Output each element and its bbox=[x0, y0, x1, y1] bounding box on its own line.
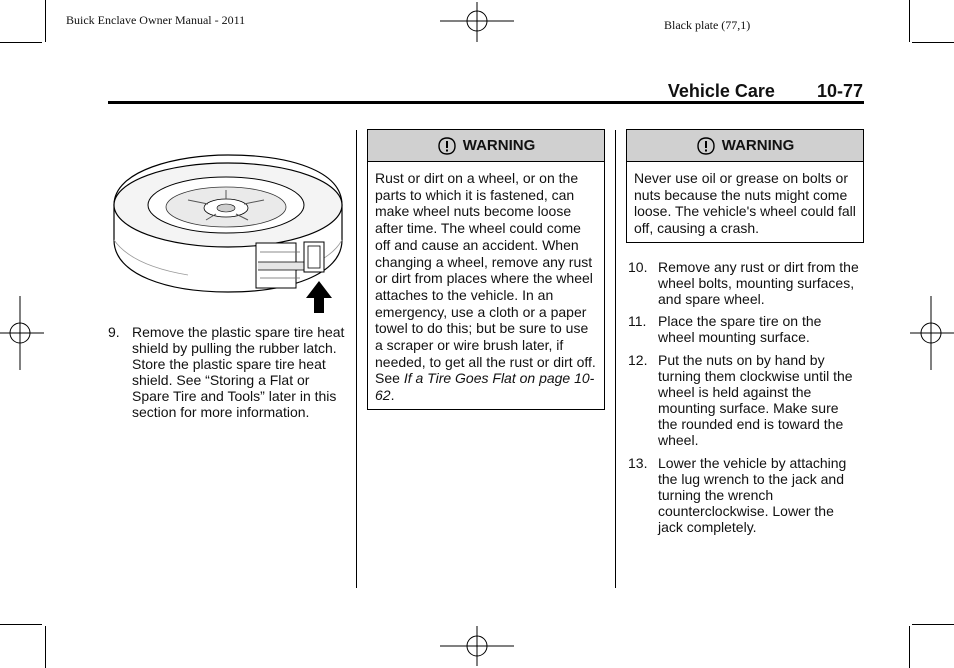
registration-mark-bottom bbox=[440, 626, 514, 666]
warning-header bbox=[627, 130, 863, 162]
warning-exclamation-icon bbox=[437, 136, 457, 156]
warning-title: WARNING bbox=[721, 137, 795, 154]
plate-label: Black plate (77,1) bbox=[664, 18, 751, 32]
warning-box-rust bbox=[367, 129, 605, 410]
registration-mark-left bbox=[0, 296, 44, 370]
warning-text-end: . bbox=[390, 387, 395, 404]
step-text: Place the spare tire on the wheel mounting surface. bbox=[658, 313, 822, 345]
warning-body: Never use oil or grease on bolts or nuts because the nuts might come loose. The vehicle's wheel could fall off, causing a crash. bbox=[634, 170, 856, 237]
manual-title: Buick Enclave Owner Manual - 2011 bbox=[66, 13, 246, 27]
step-number: 10. bbox=[628, 259, 648, 275]
step-text: Put the nuts on by hand by turning them clockwise until the wheel is held against the mounting surface. Make sure the rounded end is toward the wheel. bbox=[658, 352, 853, 448]
header-rule bbox=[108, 101, 864, 104]
cross-reference[interactable]: If a Tire Goes Flat on page 10-62 bbox=[375, 370, 595, 404]
step-text: Remove the plastic spare tire heat shield by pulling the rubber latch. Store the plastic spare tire heat shield. See “Storing a Flat or Spare Tire and Tools” later in this section for more information. bbox=[132, 324, 345, 420]
spare-tire-illustration bbox=[108, 150, 348, 315]
section-header bbox=[668, 81, 863, 102]
warning-exclamation-icon bbox=[696, 136, 716, 156]
column-divider-left bbox=[356, 130, 357, 588]
step-number: 13. bbox=[628, 455, 648, 471]
step-number: 11. bbox=[628, 313, 647, 329]
registration-mark-top bbox=[440, 2, 514, 42]
section-title: Vehicle Care bbox=[667, 81, 775, 101]
warning-text: Rust or dirt on a wheel, or on the parts to which it is fastened, can make wheel nuts become loose after time. The wheel could come off and cause an accident. When changing a wheel, remove any rust or dirt from places where the wheel attaches to the vehicle. In an emergency, use a cloth or a paper towel to do this; but be sure to use a scraper or wire brush later, if needed, to get all the rust or dirt off. See bbox=[375, 170, 596, 387]
column-divider-right bbox=[615, 130, 616, 588]
step-number: 12. bbox=[628, 352, 648, 368]
warning-body bbox=[368, 162, 604, 404]
warning-header bbox=[368, 130, 604, 162]
step-text: Remove any rust or dirt from the wheel bolts, mounting surfaces, and spare wheel. bbox=[658, 259, 859, 307]
registration-mark-right bbox=[910, 296, 954, 370]
step-number: 9. bbox=[108, 324, 120, 340]
step-text: Lower the vehicle by attaching the lug wrench to the jack and turning the wrench counterclockwise. Lower the jack completely. bbox=[658, 455, 847, 535]
warning-box-oil bbox=[626, 129, 864, 243]
warning-title: WARNING bbox=[462, 137, 536, 154]
page-number: 10-77 bbox=[816, 81, 863, 101]
